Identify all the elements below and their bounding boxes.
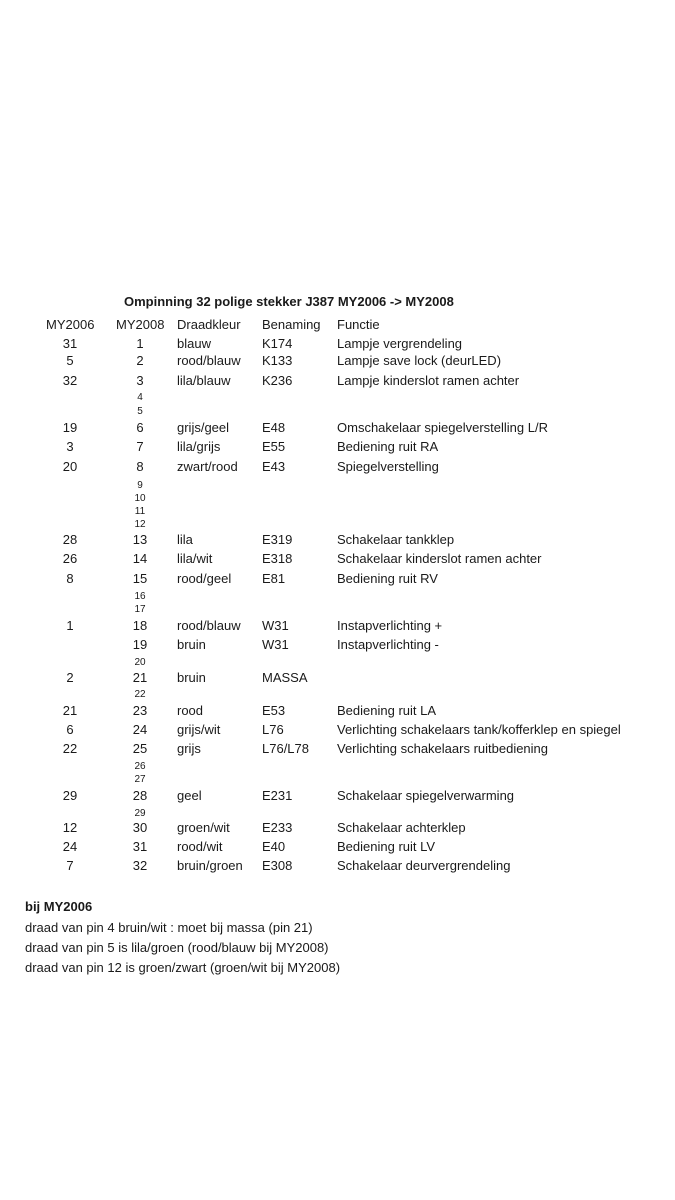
cell-my2006: 7	[66, 858, 74, 873]
cell-my2008: 3	[136, 373, 144, 388]
cell-my2006: 5	[66, 353, 74, 368]
cell-draadkleur: zwart/rood	[177, 459, 238, 474]
cell-functie: Verlichting schakelaars tank/kofferklep en spiegel	[337, 722, 621, 737]
cell-draadkleur: lila/wit	[177, 551, 213, 566]
cell-my2008: 28	[132, 788, 148, 803]
cell-benaming: L76/L78	[262, 741, 309, 756]
cell-functie: Bediening ruit RV	[337, 571, 438, 586]
cell-functie: Omschakelaar spiegelverstelling L/R	[337, 420, 548, 435]
cell-draadkleur: rood/blauw	[177, 353, 241, 368]
cell-my2008: 13	[132, 532, 148, 547]
cell-benaming: E81	[262, 571, 286, 586]
note-line: draad van pin 4 bruin/wit : moet bij massa (pin 21)	[25, 920, 313, 935]
cell-benaming: E318	[262, 551, 293, 566]
cell-functie: Spiegelverstelling	[337, 459, 439, 474]
cell-functie: Schakelaar kinderslot ramen achter	[337, 551, 542, 566]
cell-my2008: 2	[136, 353, 144, 368]
header-my2006: MY2006	[46, 317, 95, 332]
cell-my2006: 19	[62, 420, 78, 435]
cell-my2006: 32	[62, 373, 78, 388]
cell-draadkleur: blauw	[177, 336, 211, 351]
cell-my2006: 24	[62, 839, 78, 854]
note-line: draad van pin 5 is lila/groen (rood/blauw bij MY2008)	[25, 940, 329, 955]
cell-my2006: 12	[62, 820, 78, 835]
cell-benaming: MASSA	[262, 670, 308, 685]
cell-draadkleur: bruin/groen	[177, 858, 243, 873]
cell-my2008: 4	[137, 392, 143, 403]
cell-functie: Schakelaar spiegelverwarming	[337, 788, 515, 803]
cell-benaming: L76	[262, 722, 284, 737]
cell-draadkleur: bruin	[177, 637, 206, 652]
cell-draadkleur: rood/blauw	[177, 618, 241, 633]
cell-functie: Schakelaar tankklep	[337, 532, 455, 547]
cell-functie: Bediening ruit LA	[337, 703, 437, 718]
cell-benaming: K236	[262, 373, 293, 388]
cell-my2008: 26	[134, 761, 146, 772]
cell-functie: Instapverlichting -	[337, 637, 439, 652]
cell-my2006: 1	[66, 618, 74, 633]
cell-my2008: 10	[134, 493, 146, 504]
cell-benaming: E233	[262, 820, 293, 835]
cell-functie: Bediening ruit LV	[337, 839, 436, 854]
cell-benaming: W31	[262, 637, 289, 652]
cell-my2006: 2	[66, 670, 74, 685]
cell-my2008: 29	[134, 808, 146, 819]
cell-my2008: 7	[136, 439, 144, 454]
cell-benaming: E55	[262, 439, 286, 454]
header-draadkleur: Draadkleur	[177, 317, 241, 332]
document-title: Ompinning 32 polige stekker J387 MY2006 -> MY2008	[124, 294, 454, 309]
cell-my2008: 9	[137, 480, 143, 491]
note-line: draad van pin 12 is groen/zwart (groen/wit bij MY2008)	[25, 960, 341, 975]
cell-my2008: 12	[134, 519, 146, 530]
cell-draadkleur: grijs/geel	[177, 420, 230, 435]
cell-my2008: 11	[134, 506, 146, 517]
cell-benaming: E53	[262, 703, 286, 718]
cell-benaming: E48	[262, 420, 286, 435]
cell-draadkleur: geel	[177, 788, 202, 803]
cell-my2006: 6	[66, 722, 74, 737]
cell-functie: Verlichting schakelaars ruitbediening	[337, 741, 549, 756]
cell-my2006: 21	[62, 703, 78, 718]
cell-benaming: E308	[262, 858, 293, 873]
cell-my2008: 27	[134, 774, 146, 785]
cell-draadkleur: rood/geel	[177, 571, 232, 586]
cell-my2006: 3	[66, 439, 74, 454]
cell-my2006: 8	[66, 571, 74, 586]
cell-benaming: E43	[262, 459, 286, 474]
cell-my2006: 26	[62, 551, 78, 566]
cell-my2008: 21	[132, 670, 148, 685]
cell-my2006: 20	[62, 459, 78, 474]
cell-my2008: 6	[136, 420, 144, 435]
cell-functie: Lampje vergrendeling	[337, 336, 463, 351]
cell-my2008: 30	[132, 820, 148, 835]
cell-my2008: 32	[132, 858, 148, 873]
cell-my2008: 5	[137, 406, 143, 417]
cell-my2008: 19	[132, 637, 148, 652]
cell-draadkleur: grijs/wit	[177, 722, 221, 737]
cell-benaming: W31	[262, 618, 289, 633]
cell-my2008: 25	[132, 741, 148, 756]
cell-my2008: 17	[134, 604, 146, 615]
cell-benaming: E231	[262, 788, 293, 803]
cell-draadkleur: groen/wit	[177, 820, 230, 835]
cell-my2008: 18	[132, 618, 148, 633]
cell-benaming: K133	[262, 353, 293, 368]
cell-my2008: 8	[136, 459, 144, 474]
cell-my2006: 29	[62, 788, 78, 803]
cell-functie: Lampje kinderslot ramen achter	[337, 373, 520, 388]
cell-my2008: 16	[134, 591, 146, 602]
notes-title: bij MY2006	[25, 899, 93, 914]
cell-draadkleur: lila/grijs	[177, 439, 221, 454]
cell-functie: Instapverlichting +	[337, 618, 443, 633]
cell-functie: Lampje save lock (deurLED)	[337, 353, 502, 368]
cell-my2008: 15	[132, 571, 148, 586]
cell-my2008: 22	[134, 689, 146, 700]
header-my2008: MY2008	[116, 317, 165, 332]
cell-functie: Bediening ruit RA	[337, 439, 439, 454]
cell-my2008: 14	[132, 551, 148, 566]
cell-my2008: 23	[132, 703, 148, 718]
cell-my2006: 28	[62, 532, 78, 547]
cell-benaming: E40	[262, 839, 286, 854]
cell-my2006: 31	[62, 336, 78, 351]
header-functie: Functie	[337, 317, 380, 332]
cell-my2006: 22	[62, 741, 78, 756]
cell-my2008: 31	[132, 839, 148, 854]
cell-benaming: K174	[262, 336, 293, 351]
cell-draadkleur: grijs	[177, 741, 201, 756]
cell-benaming: E319	[262, 532, 293, 547]
cell-my2008: 1	[136, 336, 144, 351]
cell-draadkleur: rood	[177, 703, 204, 718]
cell-my2008: 24	[132, 722, 148, 737]
cell-my2008: 20	[134, 657, 146, 668]
cell-draadkleur: rood/wit	[177, 839, 223, 854]
cell-functie: Schakelaar achterklep	[337, 820, 466, 835]
cell-draadkleur: bruin	[177, 670, 206, 685]
cell-draadkleur: lila	[177, 532, 193, 547]
cell-draadkleur: lila/blauw	[177, 373, 231, 388]
cell-functie: Schakelaar deurvergrendeling	[337, 858, 511, 873]
header-benaming: Benaming	[262, 317, 321, 332]
